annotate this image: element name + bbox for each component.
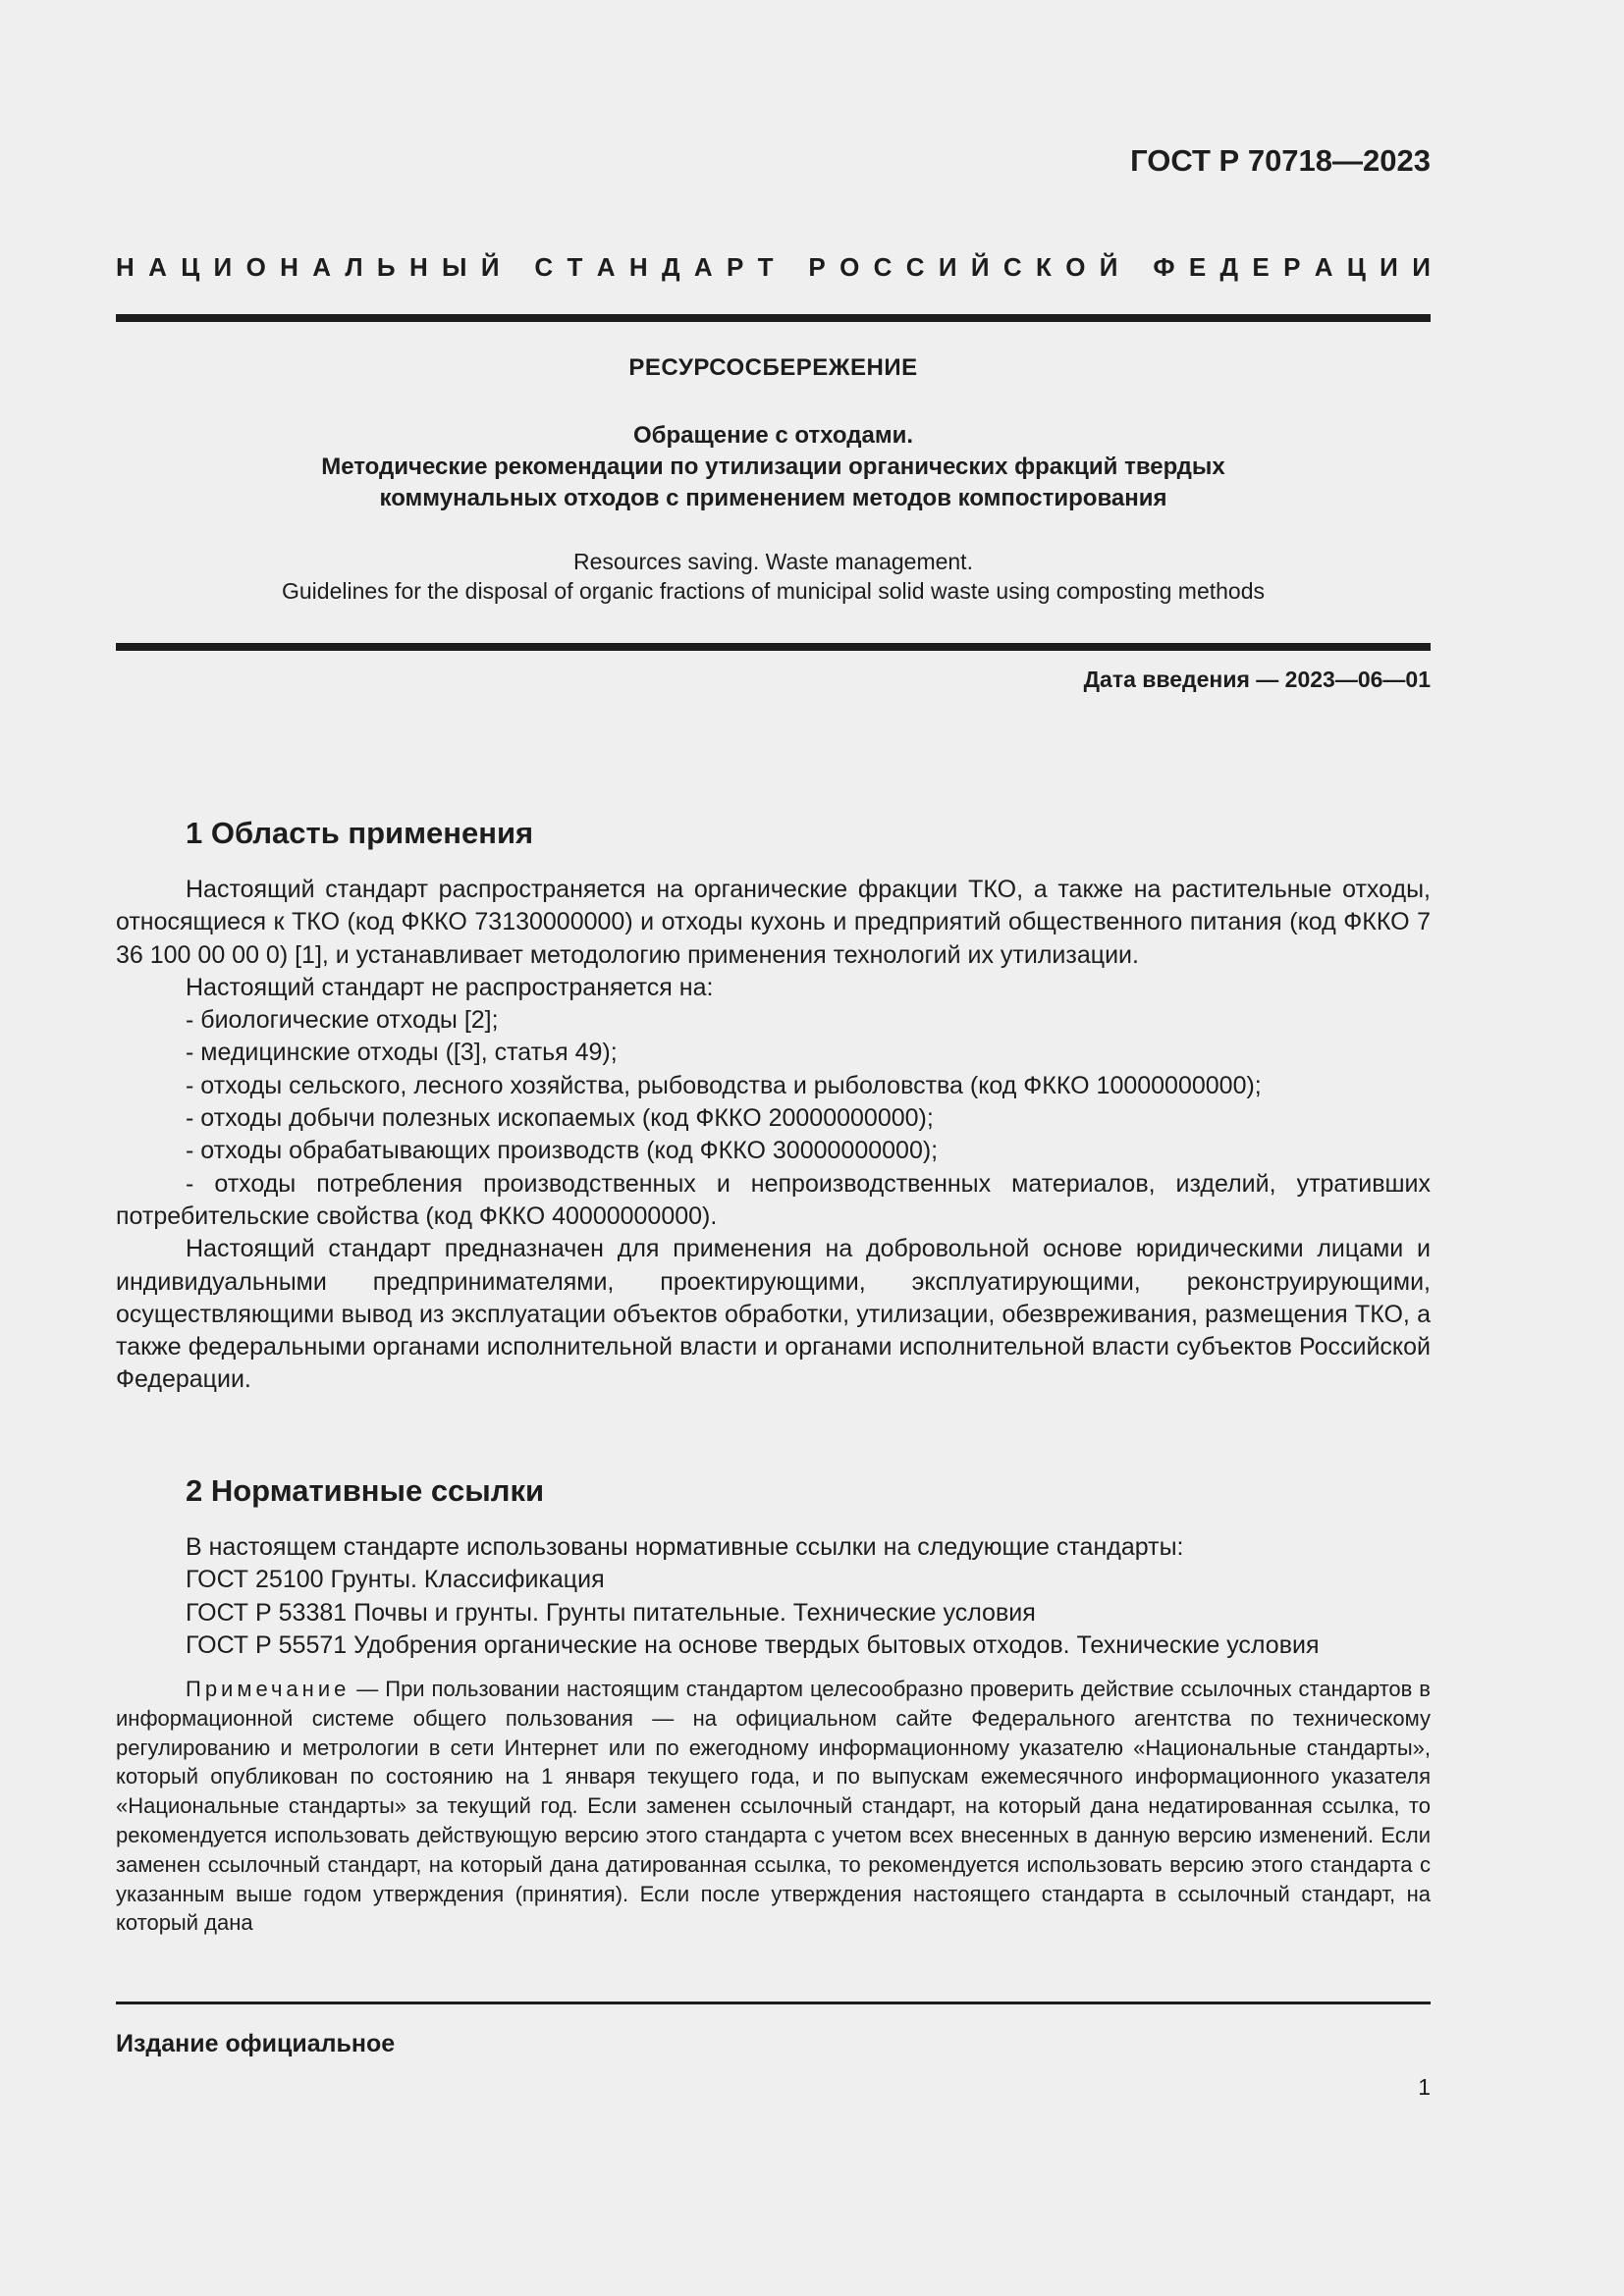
title-ru-line-1: Обращение с отходами. xyxy=(632,422,914,449)
standard-title-ru xyxy=(116,420,1431,514)
national-standard-banner xyxy=(116,252,1431,283)
banner-letter: Й xyxy=(480,252,500,282)
banner-letter: Е xyxy=(1188,252,1207,282)
normative-reference: ГОСТ Р 53381 Почвы и грунты. Грунты питательные. Технические условия xyxy=(186,1598,1036,1627)
banner-letter: Ы xyxy=(442,252,467,282)
banner-letter: И xyxy=(1380,252,1398,282)
banner-letter: Р xyxy=(808,252,826,282)
banner-letter: Р xyxy=(1283,252,1301,282)
normative-reference: ГОСТ 25100 Грунты. Классификация xyxy=(186,1566,605,1594)
banner-letter: И xyxy=(1412,252,1431,282)
banner-space xyxy=(514,252,520,283)
banner-space xyxy=(787,252,794,283)
section-1-paragraph-3: Настоящий стандарт предназначен для применения на добровольной основе юридическими лицами и индивидуальными предпринимателями, проектирующими, эксплуатирующими, реконструирующими, осуществляющими вывод из эксплуатации объектов обработки, утилизации, обезвреживания, размещения ТКО, а также федеральными органами исполнительной власти и органами исполнительной власти субъектов Российской Федерации. xyxy=(116,1235,1431,1394)
banner-letter: Е xyxy=(1252,252,1270,282)
list-item: - отходы потребления производственных и непроизводственных материалов, изделий, утративших потребительские свойства (код ФККО 40000000000). xyxy=(116,1169,1431,1230)
banner-letter: О xyxy=(1065,252,1086,282)
title-en-line-1: Resources saving. Waste management. xyxy=(573,549,973,574)
banner-letter: Л xyxy=(345,252,363,282)
banner-letter: О xyxy=(245,252,266,282)
section-2-intro: В настоящем стандарте использованы нормативные ссылки на следующие стандарты: xyxy=(186,1533,1184,1561)
section-1-paragraph-2: Настоящий стандарт не распространяется на: xyxy=(186,973,714,1001)
banner-letter: С xyxy=(905,252,925,282)
footer-rule xyxy=(116,2002,1431,2004)
list-item: - отходы обрабатывающих производств (код ФККО 30000000000); xyxy=(186,1137,939,1165)
list-item: - отходы добычи полезных ископаемых (код ФККО 20000000000); xyxy=(186,1104,934,1133)
banner-letter: Д xyxy=(1219,252,1239,282)
title-en-line-2: Guidelines for the disposal of organic fractions of municipal solid waste using composting methods xyxy=(281,578,1266,604)
banner-letter: И xyxy=(938,252,957,282)
banner-letter: А xyxy=(312,252,332,282)
banner-letter: Н xyxy=(280,252,298,282)
banner-space xyxy=(1132,252,1139,283)
banner-letter: Н xyxy=(628,252,648,282)
banner-letter: А xyxy=(1314,252,1333,282)
banner-letter: Й xyxy=(970,252,990,282)
banner-letter: Н xyxy=(116,252,135,282)
banner-letter: Н xyxy=(408,252,428,282)
banner-letter: А xyxy=(693,252,713,282)
banner-letter: Р xyxy=(726,252,744,282)
banner-letter: Ь xyxy=(376,252,396,282)
introduction-date: Дата введения — 2023—06—01 xyxy=(1083,667,1431,692)
title-ru-line-3: коммунальных отходов с применением методов компостирования xyxy=(379,485,1167,511)
list-item: - медицинские отходы ([3], статья 49); xyxy=(186,1039,618,1067)
section-2-body xyxy=(116,1531,1431,1662)
banner-letter: Ф xyxy=(1153,252,1175,282)
section-1-paragraph-1: Настоящий стандарт распространяется на органические фракции ТКО, а также на растительные отходы, относящиеся к ТКО (код ФККО 73130000000) и отходы кухонь и предприятий общественного питания (код ФККО 7 36 100 00 00 0) [1], и устанавливает методологию применения технологий их утилизации. xyxy=(116,876,1431,969)
page-number: 1 xyxy=(1418,2074,1431,2100)
list-item: - биологические отходы [2]; xyxy=(186,1006,499,1035)
banner-letter: С xyxy=(873,252,893,282)
standard-title-en xyxy=(116,547,1431,606)
banner-letter: С xyxy=(534,252,554,282)
note-text: — При пользовании настоящим стандартом целесообразно проверить действие ссылочных стандартов в информационной системе общего пользования — на официальном сайте Федерального агентства по техническому регулированию и метрологии в сети Интернет или по ежегодному информационному указателю «Национальные стандарты», который опубликован по состоянию на 1 января текущего года, и по выпускам ежемесячного информационного указателя «Национальные стандарты» за текущий год. Если заменен ссылочный стандарт, на который дана недатированная ссылка, то рекомендуется использовать действующую версию этого стандарта с учетом всех внесенных в данную версию изменений. Если заменен ссылочный стандарт, на который дана датированная ссылка, то рекомендуется использовать версию этого стандарта с указанным выше годом утверждения (принятия). Если после утверждения настоящего стандарта в ссылочный стандарт, на который дана xyxy=(116,1677,1431,1936)
banner-letter: С xyxy=(1002,252,1022,282)
section-1-heading: 1 Область применения xyxy=(186,816,534,850)
note-label: Примечание xyxy=(186,1677,351,1701)
banner-letter: Т xyxy=(567,252,583,282)
document-code: ГОСТ Р 70718—2023 xyxy=(1130,143,1431,178)
normative-reference: ГОСТ Р 55571 Удобрения органические на основе твердых бытовых отходов. Технические условия xyxy=(186,1630,1320,1659)
banner-letter: А xyxy=(148,252,167,282)
banner-letter: Ц xyxy=(1346,252,1366,282)
note-block xyxy=(116,1675,1431,1938)
banner-letter: К xyxy=(1035,252,1052,282)
section-2-heading: 2 Нормативные ссылки xyxy=(186,1473,545,1508)
header-rule-top xyxy=(116,314,1431,322)
banner-letter: Й xyxy=(1099,252,1118,282)
banner-letter: Д xyxy=(661,252,680,282)
title-ru-line-2: Методические рекомендации по утилизации органических фракций твердых xyxy=(321,454,1225,480)
header-rule-bottom xyxy=(116,643,1431,651)
section-1-body xyxy=(116,874,1431,1397)
banner-letter: О xyxy=(839,252,860,282)
banner-letter: И xyxy=(213,252,233,282)
banner-letter: Т xyxy=(757,252,774,282)
banner-letter: А xyxy=(596,252,616,282)
banner-letter: Ц xyxy=(181,252,200,282)
note-paragraph xyxy=(116,1675,1431,1938)
standard-category-title: РЕСУРСОСБЕРЕЖЕНИЕ xyxy=(628,354,918,381)
list-item: - отходы сельского, лесного хозяйства, рыбоводства и рыболовства (код ФККО 10000000000); xyxy=(186,1071,1262,1099)
official-edition-label: Издание официальное xyxy=(116,2030,396,2057)
